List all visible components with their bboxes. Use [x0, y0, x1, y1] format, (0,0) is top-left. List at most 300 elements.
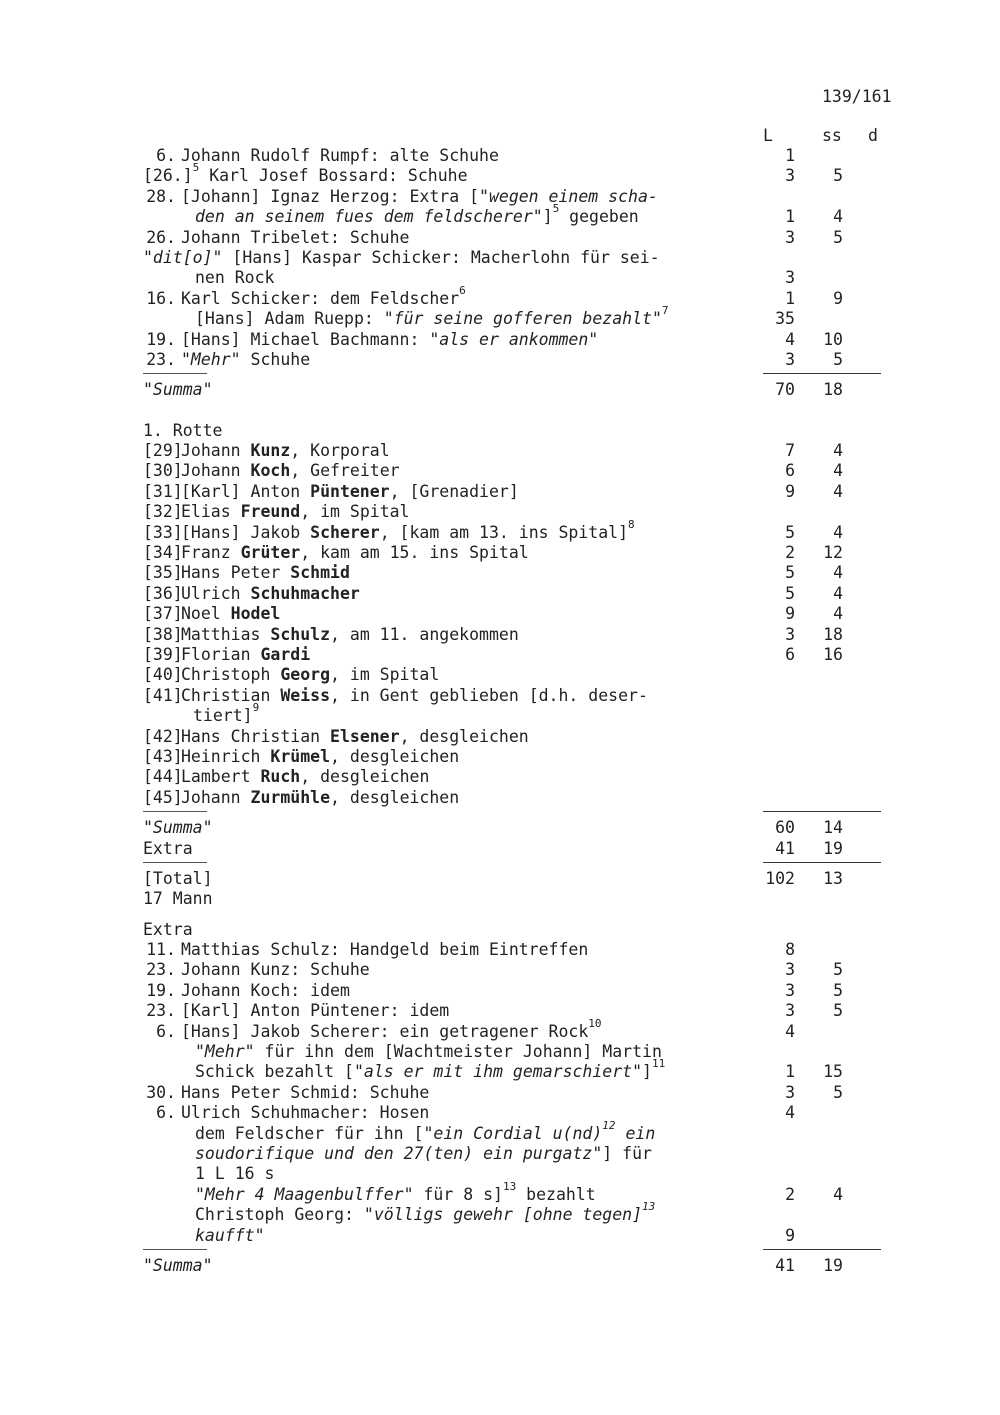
entry-prefix: [35] [143, 563, 183, 583]
surname [231, 604, 281, 623]
entry-prefix: 19. [146, 329, 176, 349]
text-fragment: , im Spital [330, 665, 440, 685]
amount-ss: 18 [823, 380, 843, 400]
text-fragment: [Karl] Anton [181, 481, 311, 501]
entry-text [181, 517, 635, 542]
text-fragment: nen Rock [195, 268, 275, 288]
entry-text [195, 1042, 662, 1061]
rule-right [763, 811, 881, 812]
entry-text [181, 146, 499, 165]
entry-text [195, 202, 639, 227]
quoted-text [384, 309, 662, 328]
entry-text [143, 380, 213, 399]
text-fragment: , desgleichen [399, 726, 529, 746]
amount-ss: 10 [823, 329, 843, 349]
italic-text: "als er mit ihm gemarschiert" [353, 1062, 643, 1082]
entry-prefix: 11. [146, 940, 176, 960]
entry-text [181, 604, 280, 623]
text-fragment: Florian [181, 644, 261, 664]
entry-text [143, 839, 193, 858]
text-fragment: Karl Josef Bossard: Schuhe [199, 166, 468, 186]
italic-text: kaufft" [195, 1225, 265, 1245]
rule-right [763, 862, 881, 863]
amount-l: 4 [785, 1103, 795, 1123]
entry-text [181, 981, 350, 1000]
entry-prefix: [36] [143, 583, 183, 603]
entry-prefix: [34] [143, 543, 183, 563]
text-fragment: [Hans] Kaspar Schicker: Macherlohn für sei- [222, 247, 660, 267]
text-fragment: dem Feldscher für ihn [ [195, 1123, 424, 1143]
surname-bold: Scherer [310, 522, 380, 542]
quoted-text [364, 1205, 642, 1224]
entry-text [181, 482, 519, 501]
surname [260, 645, 310, 664]
ledger-row [143, 380, 883, 400]
entry-text [181, 960, 370, 979]
italic-text: "Summa" [143, 1255, 213, 1275]
text-fragment: Johann Tribelet: Schuhe [181, 227, 410, 247]
amount-ss: 15 [823, 1062, 843, 1082]
italic-text: "völligs gewehr [ohne tegen] [363, 1205, 643, 1225]
text-fragment: Noel [181, 604, 231, 624]
ledger-row [143, 543, 883, 563]
entry-prefix: 23. [146, 960, 176, 980]
text-fragment: Ulrich [181, 583, 251, 603]
ledger-row [143, 1016, 883, 1042]
italic-text: "ein Cordial u(nd) [423, 1123, 603, 1143]
entry-text [193, 701, 260, 726]
ledger-row [143, 1118, 883, 1144]
footnote-marker: 12 [602, 1118, 616, 1132]
footnote-marker: 11 [651, 1057, 666, 1071]
text-fragment: Schick bezahlt [ [195, 1062, 354, 1082]
entry-prefix: [26.] [143, 166, 193, 186]
quoted-text [195, 207, 543, 226]
surname-bold: Schmid [290, 563, 350, 583]
amount-l: 6 [785, 644, 795, 664]
text-fragment: tiert] [193, 706, 253, 726]
italic-text: "als er ankommen" [429, 329, 599, 349]
amount-l: 102 [765, 868, 795, 888]
entry-prefix: 23. [146, 1001, 176, 1021]
quoted-text [354, 1062, 642, 1081]
text-fragment: Franz [181, 543, 241, 563]
entry-text [181, 1001, 449, 1020]
text-fragment: Extra [143, 919, 193, 939]
ledger-row [143, 1103, 883, 1123]
entry-text [195, 1144, 652, 1163]
ledger-row [143, 187, 883, 207]
entry-prefix: [29] [143, 441, 183, 461]
surname [241, 502, 301, 521]
amount-l: 35 [775, 309, 795, 329]
text-fragment: , Korporal [290, 441, 390, 461]
entry-text [181, 727, 529, 746]
entry-prefix: 23. [146, 349, 176, 369]
italic-text: "Summa" [143, 380, 213, 400]
text-fragment: Hans Christian [181, 726, 331, 746]
entry-prefix: [41] [143, 685, 183, 705]
ledger-row [143, 869, 883, 889]
text-fragment: bezahlt [516, 1184, 596, 1204]
entry-text [181, 686, 648, 705]
text-fragment: Christoph [181, 665, 281, 685]
amount-ss: 19 [823, 838, 843, 858]
ledger-row [143, 788, 883, 808]
surname-bold: Freund [240, 502, 301, 522]
column-header-ss: ss [822, 126, 842, 145]
ledger-row [143, 981, 883, 1001]
entry-prefix: [40] [143, 665, 183, 685]
ledger-row [143, 268, 883, 288]
entry-text [143, 920, 193, 939]
surname [260, 767, 300, 786]
ledger-row [143, 228, 883, 248]
spacer [143, 910, 883, 920]
entry-text [181, 350, 310, 369]
text-fragment: [Hans] Adam Ruepp: [195, 309, 384, 329]
italic-text: "Mehr" [195, 1042, 255, 1062]
column-header-l: L [763, 126, 773, 145]
surname [251, 461, 291, 480]
text-fragment: 1 L 16 s [195, 1164, 275, 1184]
ledger-row [143, 818, 883, 838]
entry-prefix: 6. [156, 146, 176, 165]
amount-ss: 5 [833, 1001, 843, 1021]
amount-ss: 5 [833, 1082, 843, 1102]
surname [280, 665, 330, 684]
amount-l: 3 [785, 1082, 795, 1102]
ledger-row [143, 920, 883, 940]
entry-text [195, 1118, 656, 1143]
italic-text: "wegen einem scha- [479, 186, 658, 206]
ledger-row [143, 701, 883, 726]
surname [270, 747, 330, 766]
surname [310, 482, 389, 501]
entry-prefix: 6. [156, 1103, 176, 1123]
amount-l: 1 [785, 288, 795, 308]
amount-ss: 5 [833, 227, 843, 247]
entry-text [143, 1256, 213, 1275]
amount-l: 1 [785, 1062, 795, 1082]
amount-ss: 19 [823, 1255, 843, 1275]
text-fragment: ] [542, 207, 553, 227]
entry-text [181, 441, 390, 460]
ledger-row [143, 645, 883, 665]
ledger-row [143, 502, 883, 522]
entry-text [195, 1164, 274, 1183]
ledger-row [143, 248, 883, 268]
text-fragment: [Hans] Michael Bachmann: [181, 329, 430, 349]
quoted-text [143, 1256, 213, 1275]
text-fragment: Johann [181, 461, 251, 481]
text-fragment: Christoph Georg: [195, 1205, 364, 1225]
entry-prefix: [45] [143, 787, 183, 807]
ledger-row [143, 604, 883, 624]
total-rule [143, 370, 883, 380]
text-fragment: Johann Koch: idem [181, 980, 350, 1000]
total-rule [143, 859, 883, 869]
surname-bold: Zurmühle [250, 787, 331, 807]
quoted-text [143, 818, 213, 837]
ledger-row [143, 839, 883, 859]
text-fragment: Hans Peter [181, 563, 291, 583]
text-fragment: Hans Peter Schmid: Schuhe [181, 1082, 430, 1102]
text-fragment: , im Spital [300, 502, 410, 522]
amount-l: 9 [785, 481, 795, 501]
entry-text [181, 767, 429, 786]
text-fragment: , desgleichen [330, 787, 460, 807]
entry-prefix: [38] [143, 624, 183, 644]
ledger-row [143, 161, 883, 186]
amount-l: 60 [775, 818, 795, 838]
rule-left [143, 373, 207, 374]
ledger-row [143, 146, 883, 166]
footnote-marker: 13 [502, 1179, 517, 1193]
text-fragment: , kam am 15. ins Spital [300, 543, 529, 563]
entry-prefix: [39] [143, 644, 183, 664]
italic-text: "Mehr 4 Maagenbulffer" [195, 1184, 414, 1204]
entry-text [181, 645, 310, 664]
text-fragment: , desgleichen [330, 746, 460, 766]
quoted-text [429, 330, 598, 349]
amount-ss: 4 [833, 1184, 843, 1204]
amount-l: 1 [785, 207, 795, 227]
entry-text [181, 543, 529, 562]
amount-l: 4 [785, 329, 795, 349]
rule-left [143, 862, 207, 863]
entry-text [181, 788, 459, 807]
italic-text: "Summa" [143, 818, 213, 838]
surname-bold: Weiss [280, 685, 331, 705]
entry-prefix: 16. [146, 288, 176, 308]
entry-prefix: [44] [143, 767, 183, 787]
amount-l: 6 [785, 461, 795, 481]
amount-l: 5 [785, 583, 795, 603]
ledger-row [143, 1057, 883, 1082]
ledger-row [143, 727, 883, 747]
amount-ss: 16 [823, 644, 843, 664]
entry-text [181, 625, 519, 644]
footnote-marker: 6 [459, 283, 466, 297]
ledger-row [143, 1179, 883, 1205]
surname [251, 788, 330, 807]
surname-bold: Koch [250, 461, 291, 481]
amount-l: 3 [785, 1001, 795, 1021]
entry-text [195, 1226, 265, 1245]
text-fragment: Schuhe [240, 349, 311, 369]
entry-text [195, 1179, 596, 1204]
amount-ss: 9 [833, 288, 843, 308]
text-fragment: , desgleichen [300, 767, 430, 787]
amount-l: 9 [785, 604, 795, 624]
quoted-text [423, 1124, 602, 1143]
footnote-marker: 8 [628, 517, 635, 531]
blank-line [143, 401, 883, 421]
amount-ss: 5 [833, 349, 843, 369]
amount-l: 3 [785, 960, 795, 980]
quoted-text [195, 1144, 602, 1163]
ledger-row [143, 1144, 883, 1164]
entry-text [143, 161, 468, 186]
ledger-row [143, 304, 883, 329]
amount-ss: 5 [833, 980, 843, 1000]
text-fragment: , [Grenadier] [389, 481, 519, 501]
ledger-row [143, 584, 883, 604]
entry-text [195, 268, 274, 287]
rule-right [763, 1249, 881, 1250]
surname-bold: Hodel [230, 604, 281, 624]
entry-text [181, 1083, 429, 1102]
ledger-row [143, 1226, 883, 1246]
text-fragment: ] für [602, 1143, 652, 1163]
text-fragment: ] [642, 1062, 652, 1082]
ledger-row [143, 960, 883, 980]
amount-ss: 12 [823, 543, 843, 563]
text-fragment: Johann Rudolf Rumpf: alte Schuhe [181, 146, 499, 165]
ledger-row [143, 1200, 883, 1225]
footnote-marker: 7 [661, 304, 669, 318]
entry-prefix: 28. [146, 186, 176, 206]
ledger-row [143, 747, 883, 767]
rule-right [763, 373, 881, 374]
text-fragment: Karl Schicker: dem Feldscher [181, 288, 460, 308]
amount-l: 2 [785, 543, 795, 563]
surname [251, 584, 360, 603]
quoted-text [143, 380, 213, 399]
amount-ss: 4 [833, 522, 843, 542]
surname-bold: Schuhmacher [250, 583, 360, 603]
entry-prefix: [31] [143, 481, 183, 501]
text-fragment: Johann [181, 441, 251, 461]
ledger-row [143, 1001, 883, 1021]
text-fragment: Lambert [181, 767, 261, 787]
rule-left [143, 811, 207, 812]
amount-l: 7 [785, 441, 795, 461]
footnote-marker: 10 [588, 1016, 602, 1030]
text-fragment: [Karl] Anton Püntener: idem [181, 1001, 450, 1021]
footnote-marker: 5 [192, 161, 200, 175]
surname [241, 543, 301, 562]
amount-l: 3 [785, 268, 795, 288]
ledger-row [143, 421, 883, 441]
ledger-row [143, 1042, 883, 1062]
italic-text: soudorifique und den 27(ten) ein purgatz" [195, 1143, 603, 1163]
surname-bold: Gardi [260, 644, 311, 664]
text-fragment: Elias [181, 502, 241, 522]
entry-prefix: [43] [143, 746, 183, 766]
entry-text [195, 1057, 666, 1082]
surname [330, 727, 400, 746]
text-fragment: 1. Rotte [143, 420, 223, 440]
amount-l: 3 [785, 980, 795, 1000]
ledger-row [143, 625, 883, 645]
entry-prefix: 26. [146, 227, 176, 247]
entry-text [143, 421, 222, 440]
surname [251, 441, 291, 460]
amount-ss: 4 [833, 441, 843, 461]
text-fragment: Heinrich [181, 746, 271, 766]
entry-text [181, 502, 410, 521]
amount-ss: 14 [823, 818, 843, 838]
entry-text [181, 665, 439, 684]
amount-l: 4 [785, 1021, 795, 1041]
ledger-row [143, 202, 883, 227]
surname-bold: Grüter [240, 543, 301, 563]
ledger-row [143, 461, 883, 481]
entry-text [181, 461, 400, 480]
amount-l: 2 [785, 1184, 795, 1204]
amount-ss: 4 [833, 583, 843, 603]
surname-bold: Schulz [270, 624, 331, 644]
entry-text [181, 330, 598, 349]
ledger-row [143, 283, 883, 309]
entry-text [181, 747, 459, 766]
italic-text: "dit[o]" [143, 247, 223, 267]
text-fragment: Ulrich Schuhmacher: Hosen [181, 1103, 430, 1123]
quoted-text [195, 1042, 255, 1061]
text-fragment: , am 11. angekommen [330, 624, 519, 644]
quoted-text [181, 350, 241, 369]
amount-ss: 5 [833, 166, 843, 186]
entry-text [195, 304, 669, 329]
surname-bold: Elsener [330, 726, 400, 746]
text-fragment: [Johann] Ignaz Herzog: Extra [ [181, 186, 480, 206]
italic-text: ein [615, 1123, 656, 1143]
entry-prefix: [33] [143, 522, 183, 542]
ledger-row [143, 441, 883, 461]
amount-ss: 5 [833, 960, 843, 980]
total-rule [143, 808, 883, 818]
text-fragment: gegeben [559, 207, 639, 227]
text-fragment: für 8 s] [413, 1184, 503, 1204]
ledger-row [143, 482, 883, 502]
amount-ss: 4 [833, 604, 843, 624]
entry-text [143, 869, 213, 888]
amount-l: 3 [785, 349, 795, 369]
italic-text: den an seinem fues dem feldscherer" [195, 207, 543, 227]
surname-bold: Püntener [310, 481, 390, 501]
column-header-d: d [868, 126, 878, 145]
amount-l: 70 [775, 380, 795, 400]
ledger-row [143, 330, 883, 350]
text-fragment: , in Gent geblieben [d.h. deser- [330, 685, 648, 705]
entry-text [181, 584, 360, 603]
ledger-row [143, 1083, 883, 1103]
surname-bold: Ruch [260, 767, 301, 787]
quoted-text [195, 1185, 414, 1204]
entry-prefix: 6. [156, 1021, 176, 1041]
amount-ss: 4 [833, 461, 843, 481]
ledger-row [143, 889, 883, 909]
text-fragment: Johann [181, 787, 251, 807]
surname [310, 523, 380, 542]
surname [290, 563, 350, 582]
amount-l: 3 [785, 166, 795, 186]
surname [280, 686, 330, 705]
entry-text [181, 283, 466, 308]
quoted-text [479, 187, 658, 206]
entry-text [195, 1200, 656, 1225]
entry-text [181, 228, 409, 247]
surname-bold: Krümel [270, 746, 331, 766]
ledger-row [143, 517, 883, 543]
entry-text [181, 940, 588, 959]
amount-l: 8 [785, 940, 795, 960]
ledger-row [143, 940, 883, 960]
text-fragment: [Hans] Jakob Scherer: ein getragener Rock [181, 1021, 589, 1041]
ledger-row [143, 1256, 883, 1276]
